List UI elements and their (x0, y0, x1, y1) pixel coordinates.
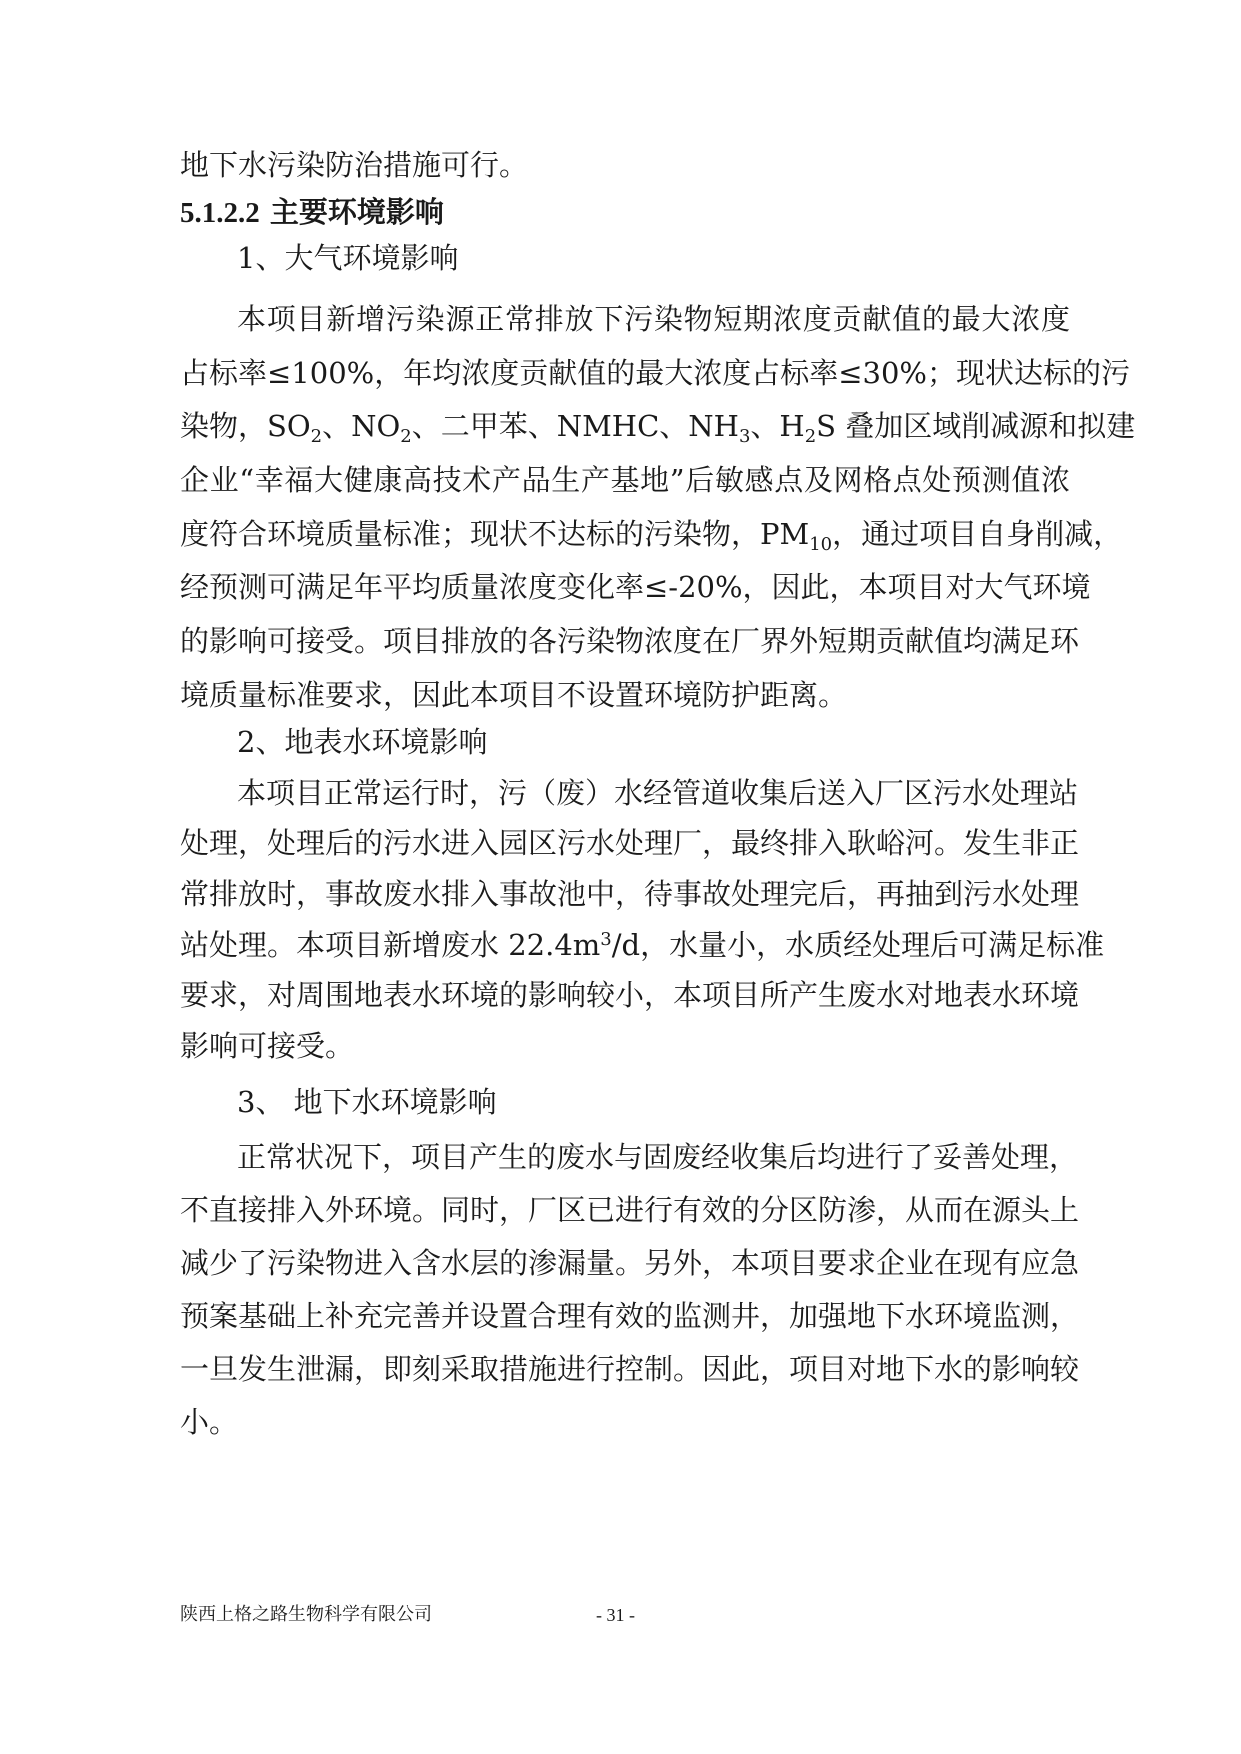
text-line: 染物，$SO_2$、$NO_2$、二甲苯、NMHC、$NH_3$、$H_2S$ 叠加区域削减源和拟建 (180, 409, 1136, 447)
section-number: 5.1.2.2 (180, 197, 260, 229)
text-line: 预案基础上补充完善并设置合理有效的监测井，加强地下水环境监测， (180, 1299, 1080, 1333)
text-line: 企业“幸福大健康高技术产品生产基地”后敏感点及网格点处预测值浓 (180, 463, 1070, 497)
text-line: 境质量标准要求，因此本项目不设置环境防护距离。 (180, 678, 848, 712)
footer-company: 陕西上格之路生物科学有限公司 (180, 1604, 432, 1625)
text-line: 度符合环境质量标准；现状不达标的污染物，$PM_{10}$，通过项目自身削减， (180, 517, 1123, 555)
footer-page-number: - 31 - (596, 1605, 635, 1625)
text-line: 本项目新增污染源正常排放下污染物短期浓度贡献值的最大浓度 (237, 302, 1070, 336)
text-line: 不直接排入外环境。同时，厂区已进行有效的分区防渗，从而在源头上 (180, 1193, 1080, 1227)
section-title: 主要环境影响 (269, 195, 444, 229)
section-heading (180, 192, 444, 233)
text-line: 经预测可满足年平均质量浓度变化率≤-20%，因此，本项目对大气环境 (180, 570, 1091, 604)
text-line: 影响可接受。 (180, 1029, 355, 1063)
text-line: 本项目正常运行时，污（废）水经管道收集后送入厂区污水处理站 (237, 776, 1079, 810)
text-line: 处理，处理后的污水进入园区污水处理厂，最终排入耿峪河。发生非正 (180, 826, 1080, 860)
text-line: 一旦发生泄漏，即刻采取措施进行控制。因此，项目对地下水的影响较 (180, 1352, 1080, 1386)
text-line: 常排放时，事故废水排入事故池中，待事故处理完后，再抽到污水处理 (180, 877, 1080, 911)
text-line: 要求，对周围地表水环境的影响较小，本项目所产生废水对地表水环境 (180, 978, 1080, 1012)
subsection-title-surface-water: 2、地表水环境影响 (237, 725, 488, 759)
text-line: 地下水污染防治措施可行。 (180, 148, 529, 182)
subsection-title-air: 1、大气环境影响 (237, 241, 459, 275)
text-line: 正常状况下，项目产生的废水与固废经收集后均进行了妥善处理， (237, 1140, 1079, 1174)
text-line: 站处理。本项目新增废水 $22.4m^3/d$，水量小，水质经处理后可满足标准 (180, 928, 1105, 962)
text-line: 占标率≤100%，年均浓度贡献值的最大浓度占标率≤30%；现状达标的污 (180, 356, 1130, 390)
text-line: 小。 (180, 1405, 239, 1439)
text-line: 减少了污染物进入含水层的渗漏量。另外，本项目要求企业在现有应急 (180, 1246, 1080, 1280)
text-line: 的影响可接受。项目排放的各污染物浓度在厂界外短期贡献值均满足环 (180, 624, 1080, 658)
subsection-title-groundwater: 3、 地下水环境影响 (237, 1085, 497, 1119)
